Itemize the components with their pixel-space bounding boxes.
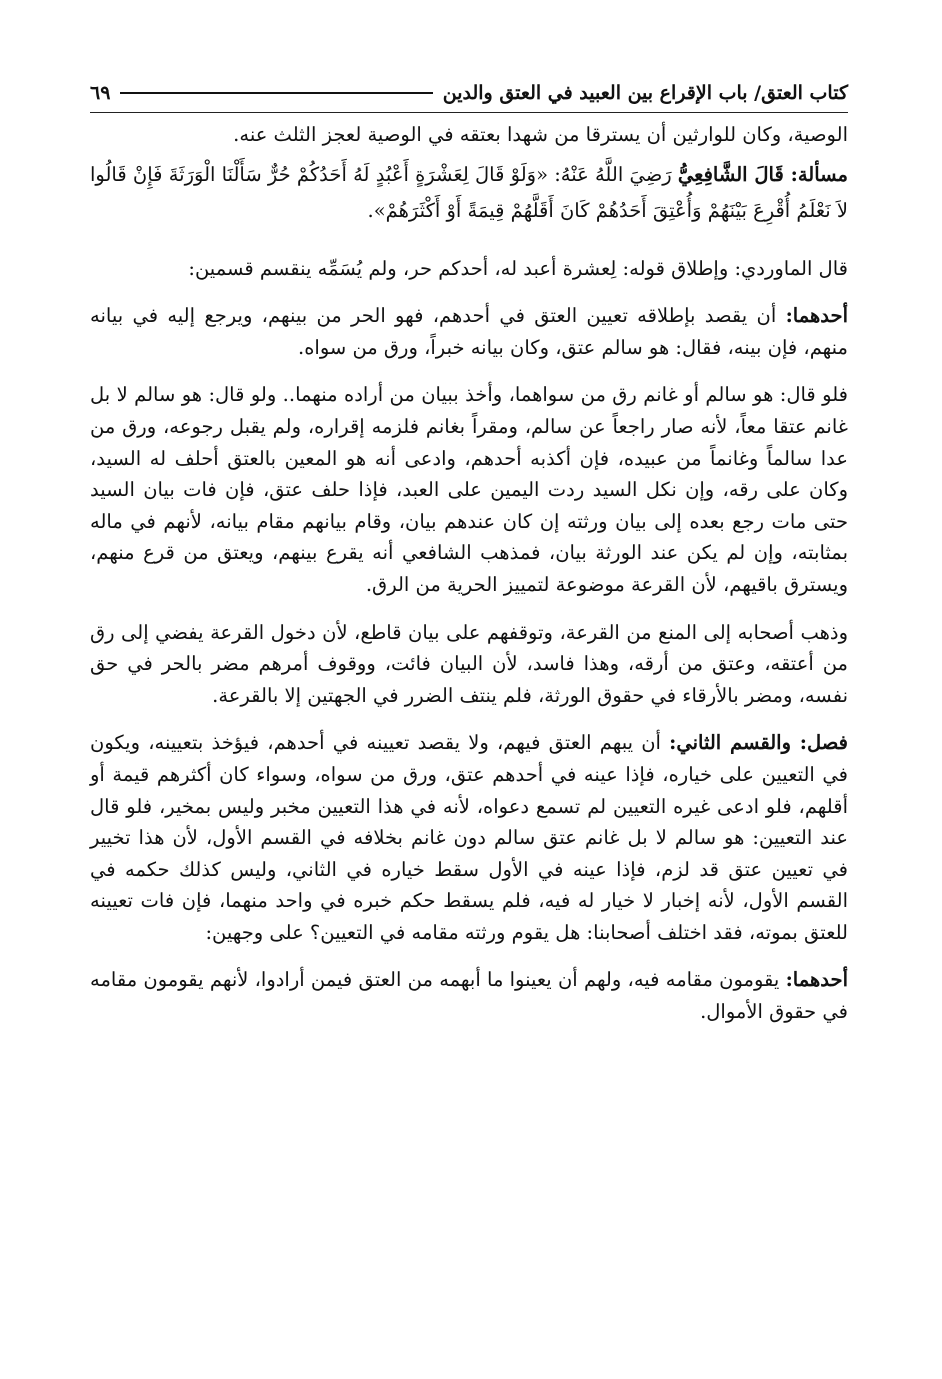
paragraph-mawardi — [90, 253, 848, 285]
paragraph-first-case — [90, 300, 848, 363]
paragraph-intro — [90, 119, 848, 151]
paragraph-fasl — [90, 727, 848, 948]
fasl-text: أن يبهم العتق فيهم، ولا يقصد تعيينه في أحدهم، فيؤخذ بتعيينه، ويكون في التعيين على خياره، فإذا عينه في أحدهم عتق، ورق من سواه، وسواء كان أكثرهم قيمة أو أقلهم، فلو ادعى غيره التعيين لم تسمع دعواه، لأنه في هذا التعيين مخبر وليس بمخير، فلو قال عند التعيين: هو سالم لا بل غانم عتق سالم دون غانم بخلافه في القسم الأول، لأن هذا تخيير في تعيين عتق قد لزم، فإذا عينه في الأول سقط خياره في الثاني، وليس كذلك حكمه في القسم الأول، لأنه إخبار لا خيار له فيه، فلم يسقط حكم خبره في واحد منهما، فإن فات تعيينه للعتق بموته، فقد اختلف أصحابنا: هل يقوم ورثته مقامه في التعيين؟ على وجهين: — [90, 731, 848, 944]
masala-heading: مسألة: قَالَ الشَّافِعِيُّ — [677, 162, 848, 186]
paragraph-masala — [90, 157, 848, 229]
paragraph-wadhahab — [90, 617, 848, 712]
intro-text: الوصية، وكان للوارثين أن يسترقا من شهدا بعتقه في الوصية لعجز الثلث عنه. — [233, 123, 848, 146]
masala-quote: رَضِيَ اللَّهُ عَنْهُ: «وَلَوْ قَالَ لِعَشْرَةٍ أَعْبُدٍ لَهُ أَحَدُكُمْ حُرٌّ سَأَلْنَا الْوَرَثَةَ فَإِنْ قَالُوا لاَ نَعْلَمُ أُقْرِعَ بَيْنَهُمْ وَأُعْتِقَ أَحَدُهُمْ كَانَ أَقَلَّهُمْ قِيمَةً أَوْ أَكْثَرَهُمْ». — [90, 162, 848, 222]
paragraph-falaw — [90, 379, 848, 600]
fasl-heading: فصل: والقسم الثاني: — [669, 731, 848, 755]
wadhahab-text: وذهب أصحابه إلى المنع من القرعة، وتوقفهم على بيان قاطع، لأن دخول القرعة يفضي إلى رق من أعتقه، وعتق من أرقه، وهذا فاسد، لأن البيان فائت، ووقوف أمرهم مضر بالحر في حق نفسه، ومضر بالأرقاء في حقوق الورثة، فلم ينتف الضرر في الجهتين إلا بالقرعة. — [90, 620, 848, 707]
first-case-heading: أحدهما: — [785, 304, 848, 328]
mawardi-text: قال الماوردي: وإطلاق قوله: لِعشرة أعبد له، أحدكم حر، ولم يُسَمِّه ينقسم قسمين: — [188, 256, 848, 280]
falaw-text: فلو قال: هو سالم أو غانم رق من سواهما، وأخذ ببيان من أراده منهما.. ولو قال: هو سالم لا بل غانم عتقا معاً، لأنه صار راجعاً عن سالم، ومقراً بغانم فلزمه إقراره، ولم يقبل رجوعه، ورق من عدا سالماً وغانماً من عبيده، فإن أكذبه أحدهم، وادعى أنه هو المعين بالعتق أحلف له السيد، وكان على رقه، وإن نكل السيد ردت اليمين على العبد، فإذا حلف عتق، فإن فات بيان السيد حتى مات رجع بعده إلى بيان ورثته إن كان عندهم بيان، وقام بيانهم مقام بيانه، لأنهم في ماله بمثابته، وإن لم يكن عند الورثة بيان، فمذهب الشافعي أنه يقرع بينهم، ويعتق من قرع منهم، ويسترق باقيهم، لأن القرعة موضوعة لتمييز الحرية من الرق. — [90, 383, 848, 596]
paragraph-second-first-view — [90, 964, 848, 1027]
page-number: ٦٩ — [90, 82, 111, 104]
header-rule — [120, 92, 432, 94]
running-header — [90, 78, 848, 113]
first-view-heading: أحدهما: — [785, 968, 848, 992]
first-view-text: يقومون مقامه فيه، ولهم أن يعينوا ما أبهمه من العتق فيمن أرادوا، لأنهم يقومون مقامه في حقوق الأموال. — [90, 968, 848, 1024]
first-case-text: أن يقصد بإطلاقه تعيين العتق في أحدهم، فهو الحر من بينهم، ويرجع إليه في بيانه منهم، فإن بينه، فقال: هو سالم عتق، وكان بيانه خبراً، ورق من سواه. — [90, 304, 848, 359]
chapter-title: كتاب العتق/ باب الإقراع بين العبيد في العتق والدين — [442, 82, 848, 104]
document-page — [90, 78, 848, 1028]
